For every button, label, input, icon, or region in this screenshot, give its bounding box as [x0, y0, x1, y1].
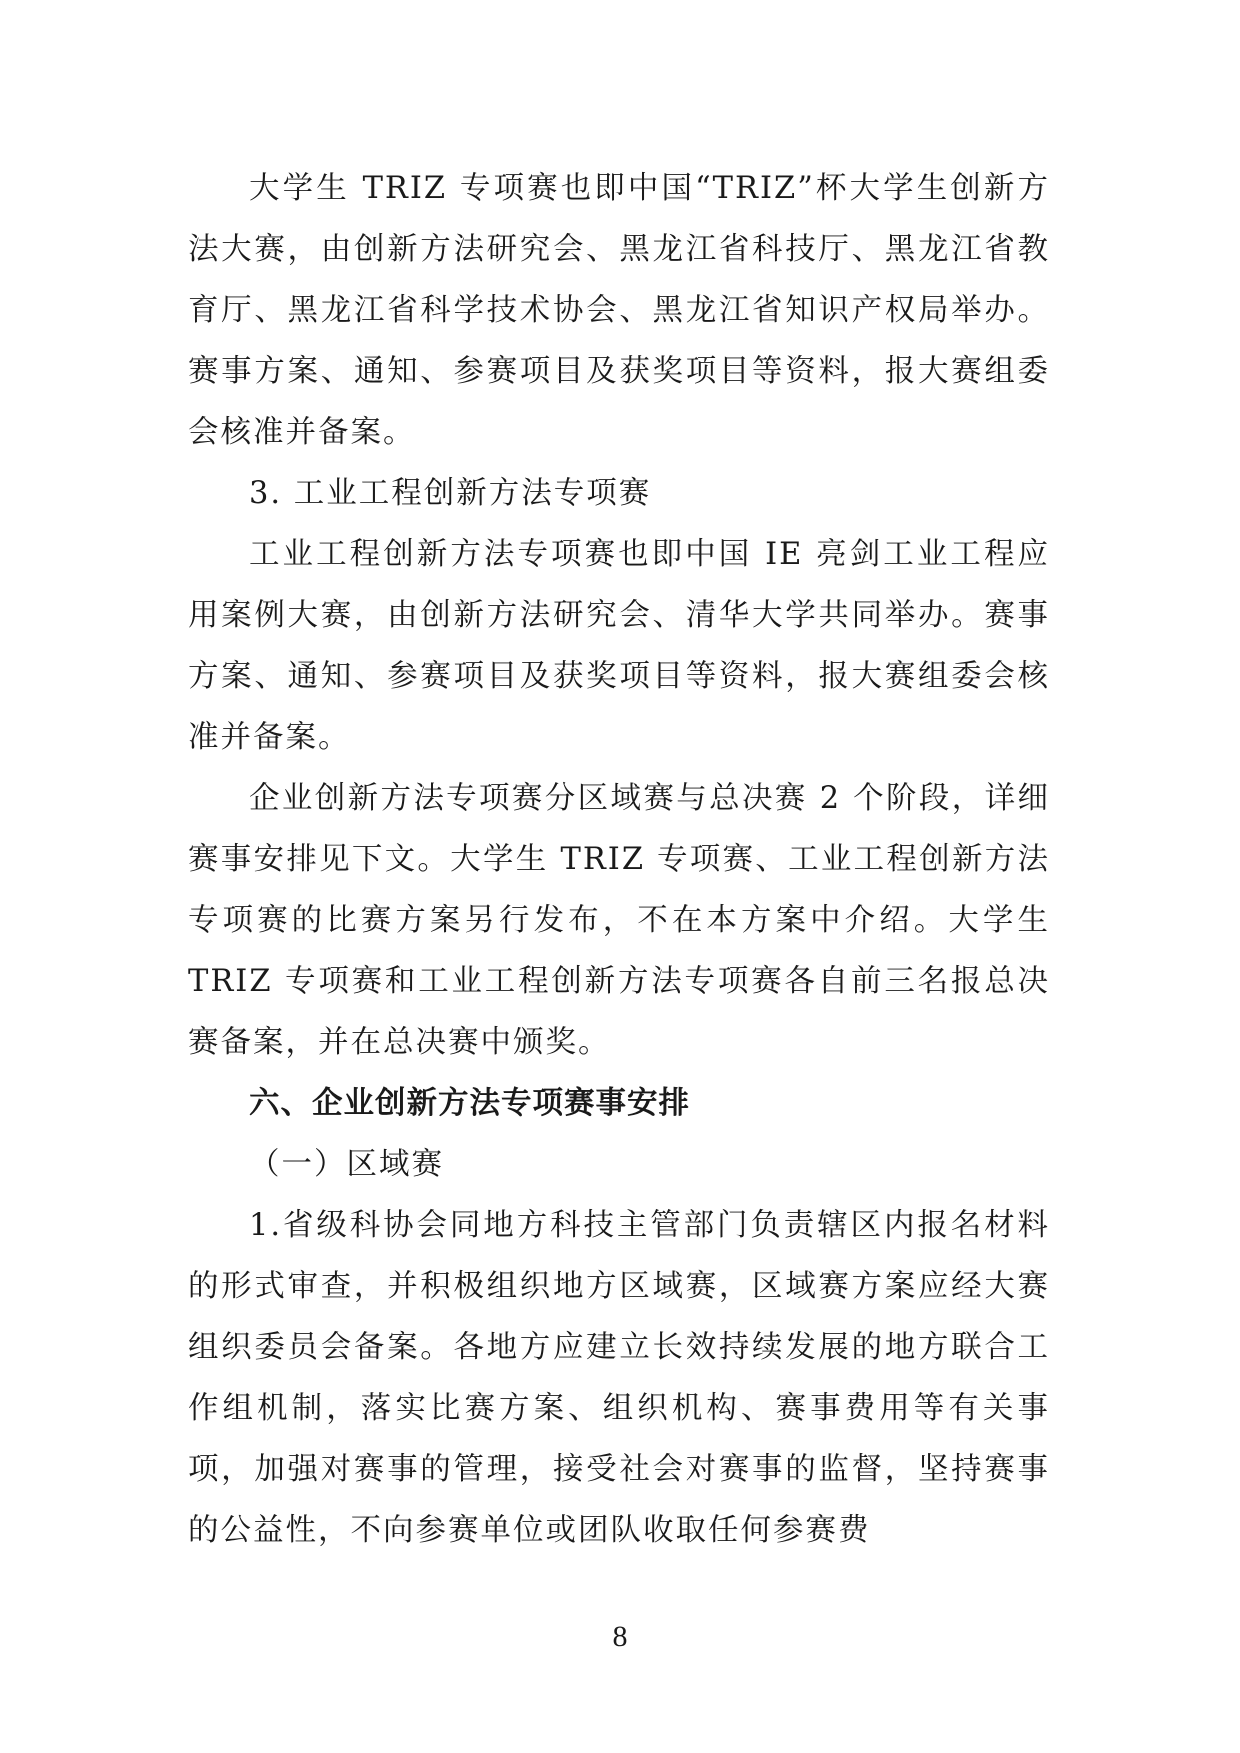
page-number: 8	[612, 1620, 628, 1653]
subsection-heading-regional: （一）区域赛	[249, 1147, 444, 1182]
document-body	[188, 158, 1050, 1561]
paragraph-regional-item-1: 1.省级科协会同地方科技主管部门负责辖区内报名材料的形式审查，并积极组织地方区域赛，区域赛方案应经大赛组织委员会备案。各地方应建立长效持续发展的地方联合工作组机制，落实比赛方案、组织机构、赛事费用等有关事项，加强对赛事的管理，接受社会对赛事的监督，坚持赛事的公益性，不向参赛单位或团队收取任何参赛费	[188, 1208, 1050, 1548]
paragraph-ie-contest: 工业工程创新方法专项赛也即中国 IE 亮剑工业工程应用案例大赛，由创新方法研究会、清华大学共同举办。赛事方案、通知、参赛项目及获奖项目等资料，报大赛组委会核准并备案。	[188, 537, 1050, 755]
subheading-industrial-engineering: 3. 工业工程创新方法专项赛	[249, 476, 652, 511]
paragraph-triz-contest: 大学生 TRIZ 专项赛也即中国“TRIZ”杯大学生创新方法大赛，由创新方法研究会、黑龙江省科技厅、黑龙江省教育厅、黑龙江省科学技术协会、黑龙江省知识产权局举办。赛事方案、通知、参赛项目及获奖项目等资料，报大赛组委会核准并备案。	[188, 171, 1050, 450]
paragraph-enterprise-contest-stages: 企业创新方法专项赛分区域赛与总决赛 2 个阶段，详细赛事安排见下文。大学生 TRIZ 专项赛、工业工程创新方法专项赛的比赛方案另行发布，不在本方案中介绍。大学生 TRIZ 专项赛和工业工程创新方法专项赛各自前三名报总决赛备案，并在总决赛中颁奖。	[188, 781, 1050, 1060]
section-heading-six: 六、企业创新方法专项赛事安排	[249, 1086, 690, 1121]
